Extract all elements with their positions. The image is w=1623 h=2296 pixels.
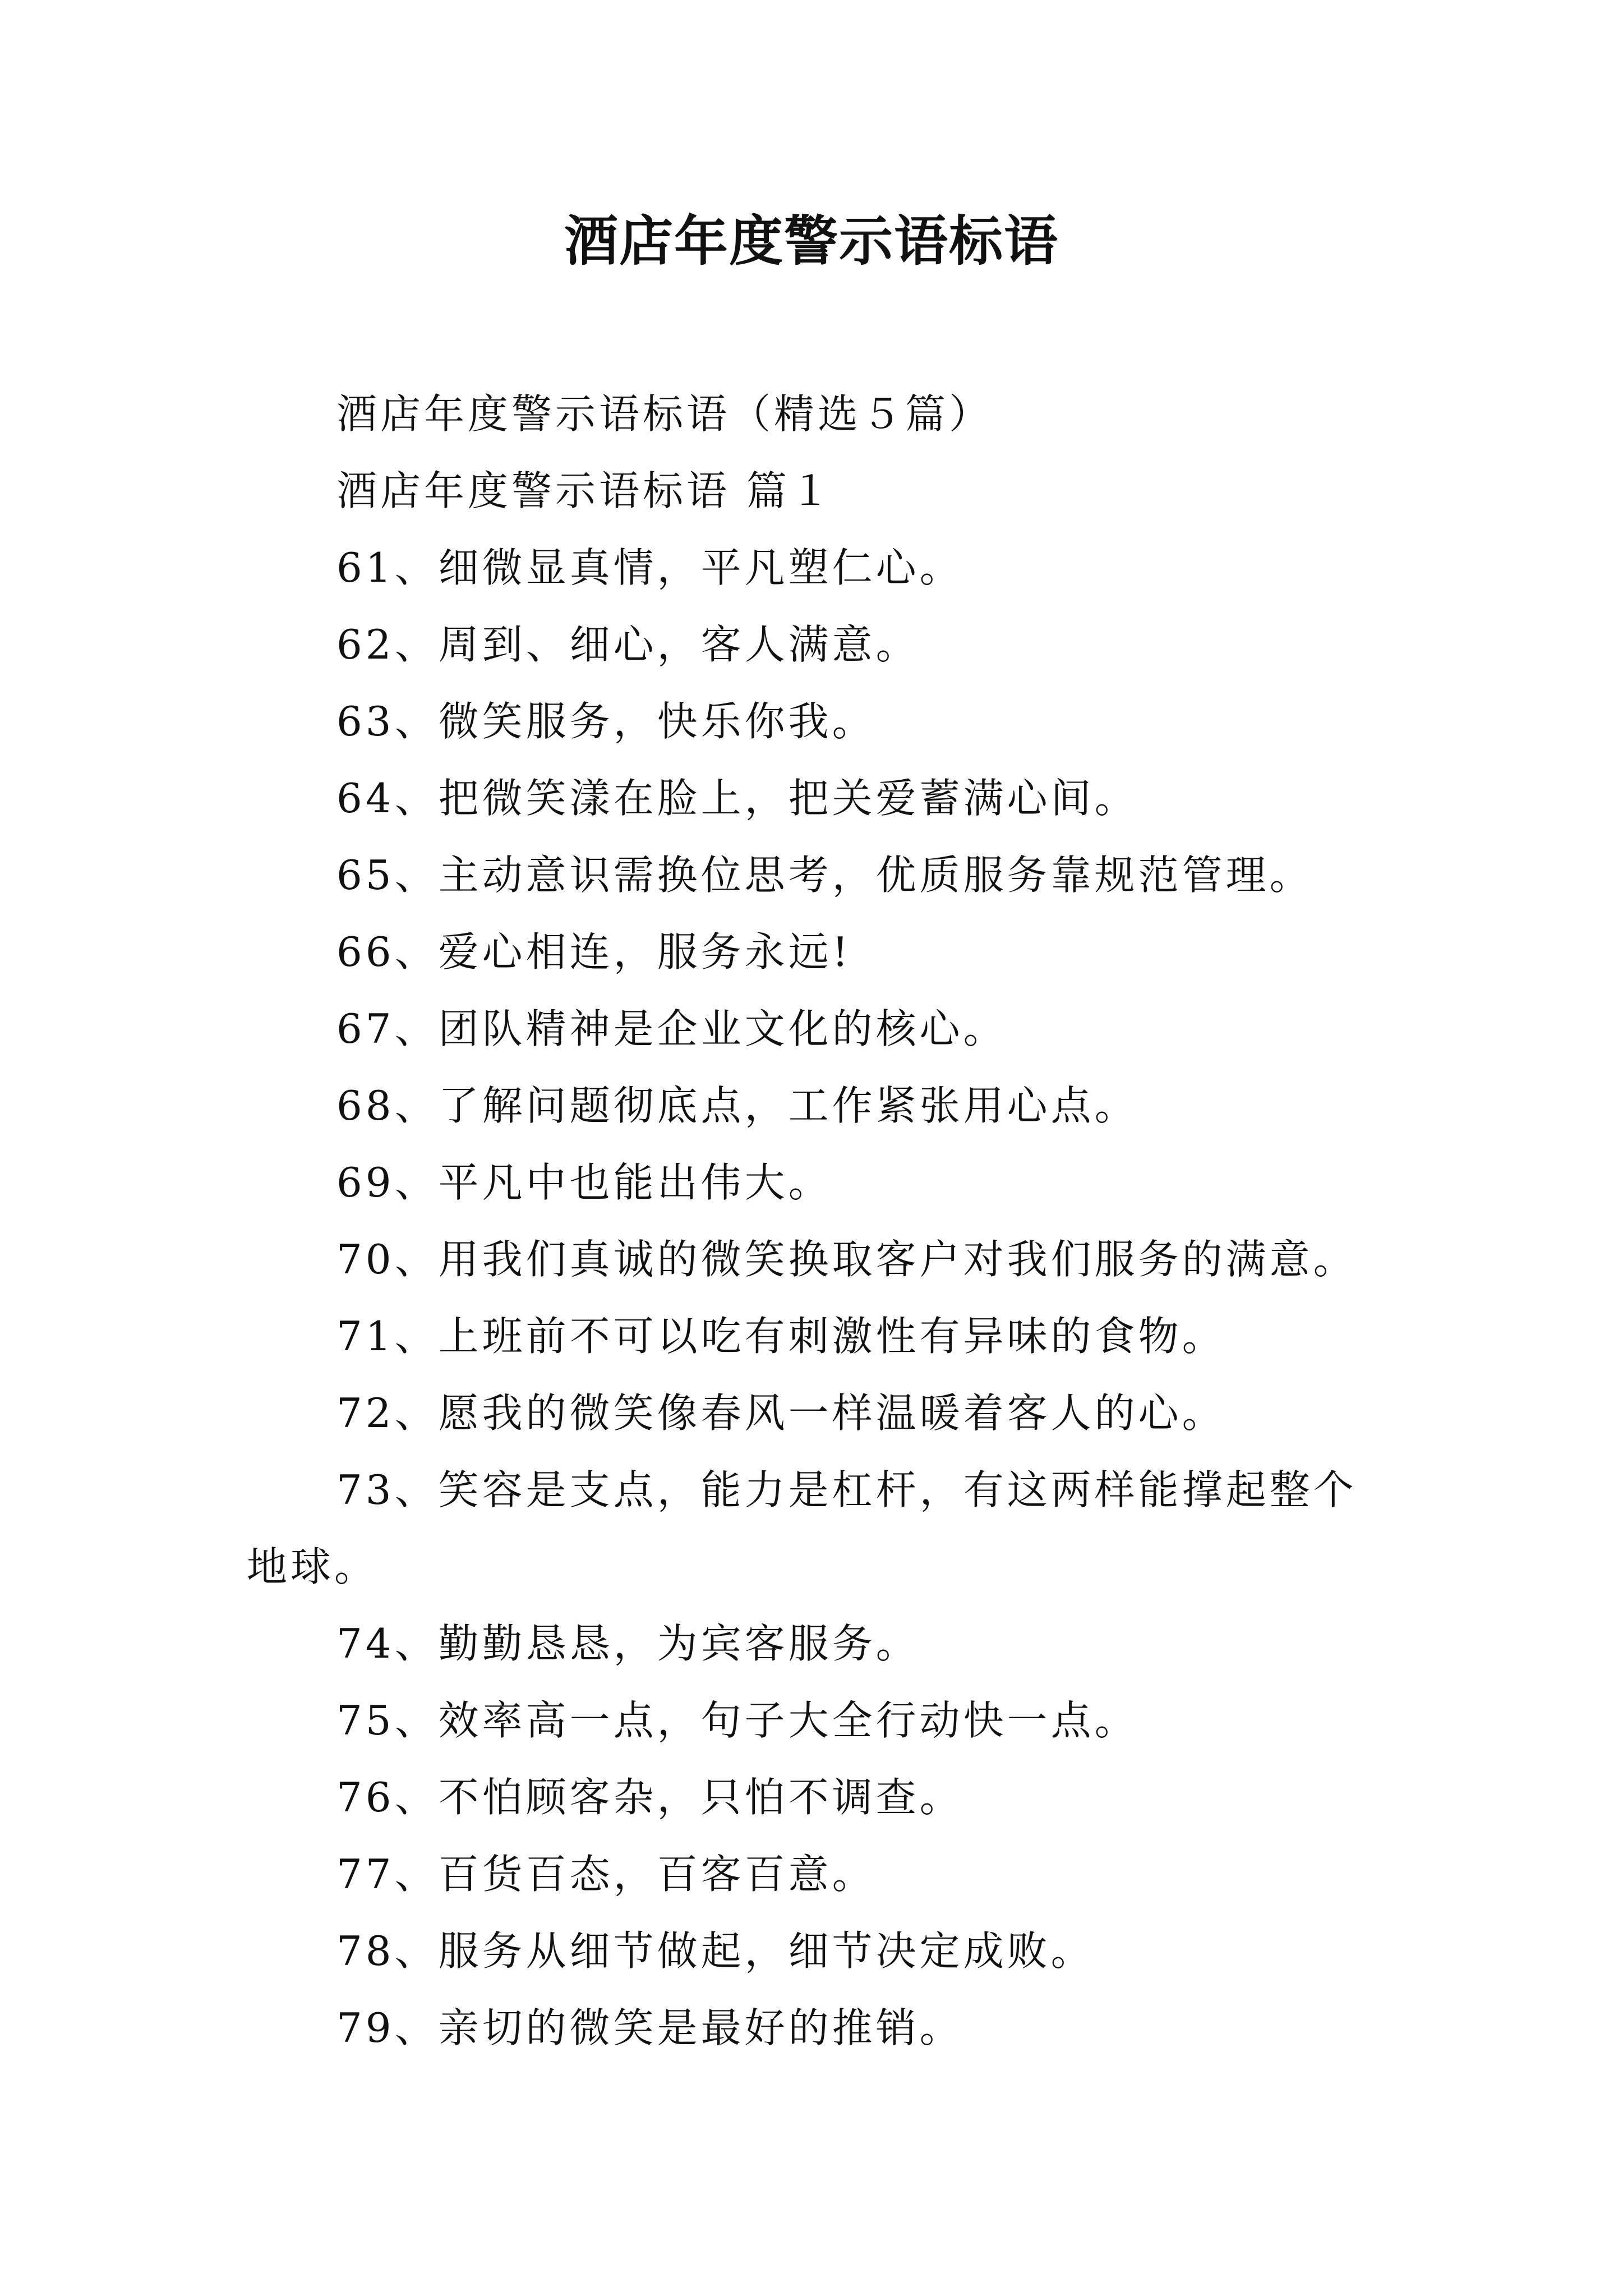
list-item: 66、爱心相连，服务永远! [336,928,852,976]
list-item: 61、细微显真情，平凡塑仁心。 [336,544,963,591]
list-item: 71、上班前不可以吃有刺激性有异味的食物。 [336,1313,1226,1360]
list-item: 77、百货百态，百客百意。 [336,1851,876,1898]
list-item: 76、不怕顾客杂，只怕不调查。 [336,1774,963,1821]
list-item: 72、愿我的微笑像春风一样温暖着客人的心。 [336,1389,1226,1437]
list-item: 74、勤勤恳恳，为宾客服务。 [336,1620,920,1667]
document-body [247,376,1391,2067]
list-item: 70、用我们真诚的微笑换取客户对我们服务的满意。 [336,1236,1357,1283]
list-item: 68、了解问题彻底点，工作紧张用心点。 [336,1082,1138,1129]
section-heading: 酒店年度警示语标语 篇１ [336,467,834,514]
subtitle: 酒店年度警示语标语（精选５篇） [336,390,993,438]
page-title: 酒店年度警示语标语 [564,209,1059,273]
list-item: 75、效率高一点，句子大全行动快一点。 [336,1697,1138,1744]
list-item: 69、平凡中也能出伟大。 [336,1159,832,1206]
list-item: 63、微笑服务，快乐你我。 [336,698,876,745]
list-item: 67、团队精神是企业文化的核心。 [336,1005,1007,1052]
list-item: 64、把微笑漾在脸上，把关爱蓄满心间。 [336,775,1138,822]
list-item: 65、主动意识需换位思考，优质服务靠规范管理。 [336,852,1313,899]
list-item: 62、周到、细心，客人满意。 [336,621,920,668]
list-item: 79、亲切的微笑是最好的推销。 [336,2004,963,2051]
list-item: 78、服务从细节做起，细节决定成败。 [336,1927,1095,1975]
list-item: 73、笑容是支点，能力是杠杆，有这两样能撑起整个地球。 [247,1466,1357,1590]
